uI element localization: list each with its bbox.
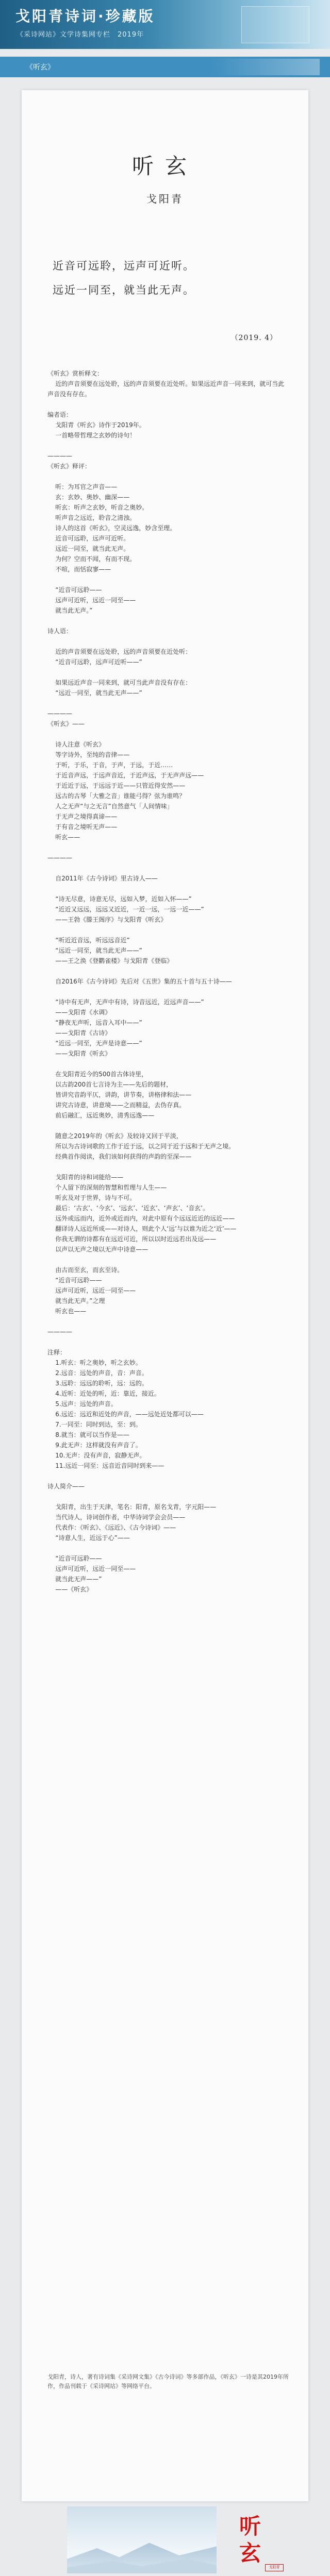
paragraph-gap bbox=[47, 1471, 285, 1481]
body-paragraph: 听玄也—— bbox=[47, 1308, 87, 1315]
body-paragraph: 编者语： bbox=[47, 411, 73, 418]
body-paragraph: 4.近听：近处的听，近：靠近，接近。 bbox=[47, 1390, 160, 1397]
body-paragraph: 诗人的这首《听玄》，空灵远逸，妙含至理。 bbox=[47, 524, 176, 532]
body-paragraph: 近的声音须要在远处聆，远的声音须要在近处听： bbox=[47, 648, 192, 655]
body-paragraph: ——戈阳青《水调》 bbox=[47, 1009, 111, 1016]
body-paragraph: ———— bbox=[47, 854, 72, 861]
body-paragraph: ——王之涣《登鹳雀楼》与戈阳青《登临》 bbox=[47, 957, 173, 964]
article-body bbox=[47, 368, 285, 1595]
body-paragraph: ——戈阳青《听玄》 bbox=[47, 1050, 111, 1057]
body-paragraph: 7.一同至：同时到达，至：到。 bbox=[47, 1421, 142, 1428]
body-paragraph: 2.远音：远处的声音，音：声音。 bbox=[47, 1369, 148, 1377]
body-paragraph: 代表作：《听玄》、《远近》、《古今诗词》—— bbox=[47, 1524, 176, 1531]
paragraph-gap bbox=[47, 729, 285, 739]
body-paragraph: 8.就当：就可以当作是—— bbox=[47, 1431, 129, 1438]
body-paragraph: 于近近于远，于远远于近——只管近得安然—— bbox=[47, 782, 186, 789]
body-paragraph: 如果远近声音一同来到，就可当此声音没有存在： bbox=[47, 679, 192, 686]
body-paragraph: 自2011年《古今诗词》里古诗人—— bbox=[47, 875, 158, 882]
body-paragraph: “诗无尽意，诗意无尽，远如入梦，近如入怀——” bbox=[47, 895, 192, 903]
body-paragraph: 远声可近听，远近一同至—— bbox=[47, 1565, 136, 1572]
paragraph-gap bbox=[47, 1121, 285, 1131]
body-paragraph: 前后融汇，远近奥妙，清秀远逸—— bbox=[47, 1112, 155, 1119]
body-paragraph: 《听玄》释评： bbox=[47, 463, 91, 470]
poem-title: 听玄 bbox=[131, 154, 198, 179]
body-paragraph: 注释： bbox=[47, 1349, 67, 1356]
paragraph-gap bbox=[47, 1543, 285, 1553]
body-paragraph: ——《听玄》 bbox=[47, 1586, 93, 1593]
body-paragraph: 个人留下的深刻的智慧和哲理与人生—— bbox=[47, 1184, 167, 1191]
body-paragraph: “远近一同至，就当此无声——” bbox=[47, 947, 142, 954]
paragraph-gap bbox=[47, 440, 285, 451]
bottom-illustration bbox=[0, 2506, 330, 2576]
body-paragraph: 为何？空而不闻，有而不现。 bbox=[47, 555, 136, 563]
body-paragraph: 于近音声远，于远声音近，于近声远，于无声声远—— bbox=[47, 772, 204, 779]
author-note: 戈阳青，诗人，著有诗词集《采诗网文集》《古今诗词》等多部作品，《听玄》一诗是其2019年所作，作品刊载于《采诗网站》等网络平台。 bbox=[47, 2374, 289, 2389]
stamp-char: 听 bbox=[239, 2514, 261, 2539]
landscape-painting bbox=[67, 2506, 217, 2573]
paragraph-gap bbox=[47, 1316, 285, 1327]
body-paragraph: 于无声之境得真谛—— bbox=[47, 813, 118, 820]
paragraph-gap bbox=[47, 884, 285, 894]
seal-mark: 戈阳青 bbox=[265, 2564, 284, 2571]
paragraph-gap bbox=[47, 1255, 285, 1265]
paragraph-gap bbox=[47, 574, 285, 585]
body-paragraph: 诗人语： bbox=[47, 628, 73, 635]
paragraph-gap bbox=[47, 1059, 285, 1069]
body-paragraph: 远外或远而内，近外或近而内，对此中原有个远远近近的远近—— bbox=[47, 1215, 235, 1222]
banner-subtitle: 《采诗网站》文学诗集网专栏 2019年 bbox=[16, 31, 144, 39]
body-paragraph: 听玄及对于世界，诗与不可。 bbox=[47, 1194, 136, 1201]
body-paragraph: 戈阳青，出生于天津，笔名：阳青，原名戈青，字元阳—— bbox=[47, 1503, 217, 1511]
tab-tingxuan[interactable]: 《听玄》 bbox=[26, 63, 55, 72]
body-paragraph: “静夜无声听，远音入耳中——” bbox=[47, 1019, 142, 1026]
body-paragraph: 玄：玄妙、奥妙、幽深—— bbox=[47, 494, 130, 501]
body-paragraph: 远声可近听，远近一同至—— bbox=[47, 597, 136, 604]
body-paragraph: 听玄：听声之玄妙，听音之奥妙。 bbox=[47, 504, 148, 511]
banner-emblem bbox=[241, 6, 309, 43]
paragraph-gap bbox=[47, 1492, 285, 1502]
body-paragraph: 一首略带哲理之玄妙的诗句！ bbox=[47, 432, 136, 439]
body-paragraph: “诗中有无声，无声中有诗，诗音远近，近远声音——” bbox=[47, 998, 204, 1006]
poem-line-2: 远近一同至，就当此无声。 bbox=[53, 284, 195, 296]
calligraphy-stamp bbox=[232, 2506, 280, 2573]
body-paragraph: 6.远近：远近和近处的声音，——远处近处都可以—— bbox=[47, 1411, 204, 1418]
paragraph-gap bbox=[47, 1337, 285, 1347]
body-paragraph: 听声音之远近，聆音之清浊。 bbox=[47, 514, 136, 521]
body-paragraph: “近音可远聆，远声可近听——” bbox=[47, 658, 142, 666]
body-paragraph: 你我无谓的诗都有在远近可近，所以以时近远若出及远—— bbox=[47, 1235, 217, 1243]
body-paragraph: “近音可远聆—— bbox=[47, 1277, 102, 1284]
body-paragraph: 就当此无声。”之理 bbox=[47, 1297, 105, 1304]
body-paragraph: 近的声音须要在远处聆，远的声音须要在近处听。如果远近声音一同来到，就可当此声音没有存在。 bbox=[47, 380, 285, 398]
body-paragraph: 由古而至玄，而玄至诗。 bbox=[47, 1266, 124, 1274]
body-paragraph: ——戈阳青《古诗》 bbox=[47, 1029, 111, 1037]
paragraph-gap bbox=[47, 966, 285, 976]
body-paragraph: 所以为古诗词歌的工作于近于远，以之同于近于远和于无声之境。 bbox=[47, 1143, 235, 1150]
body-paragraph: 就当此无声。” bbox=[47, 607, 93, 614]
body-paragraph: 以古韵200首七言诗为主——先后的题材， bbox=[47, 1081, 173, 1088]
body-paragraph: 10.无声：没有声音，寂静无声。 bbox=[47, 1452, 146, 1459]
paragraph-gap bbox=[47, 925, 285, 935]
body-paragraph: “近音可远聆—— bbox=[47, 586, 102, 594]
body-paragraph: 5.远声：远处的声音。 bbox=[47, 1400, 117, 1408]
body-paragraph: “听近近音远，听远远音近” bbox=[47, 937, 130, 944]
paragraph-gap bbox=[47, 667, 285, 677]
body-paragraph: 近音可远聆，远声可近听。 bbox=[47, 535, 130, 542]
body-paragraph: 远古的古琴「大雅之音」谁能弓得？弦为谁鸣？ bbox=[47, 792, 186, 800]
body-paragraph: 9.此无声：这样就没有声音了。 bbox=[47, 1442, 142, 1449]
body-paragraph: 戈阳青的诗和词能给—— bbox=[47, 1174, 124, 1181]
body-paragraph: 听玄—— bbox=[47, 834, 80, 841]
body-paragraph: “远近一同至，就当此无声——” bbox=[47, 689, 142, 697]
paragraph-gap bbox=[47, 399, 285, 410]
body-paragraph: 等字诗外，至纯的音律—— bbox=[47, 751, 130, 758]
body-paragraph: ——王勃《滕王阁序》与戈阳青《听玄》 bbox=[47, 916, 167, 923]
body-paragraph: 随意之2019年的《听玄》及较诗又回于平淡， bbox=[47, 1132, 183, 1140]
paragraph-gap bbox=[47, 987, 285, 997]
body-paragraph: 自2016年《古今诗词》先后对《五世》集的五十首与五十诗—— bbox=[47, 978, 232, 985]
paragraph-gap bbox=[47, 616, 285, 626]
paragraph-gap bbox=[47, 471, 285, 482]
banner-title: 戈阳青诗词·珍藏版 bbox=[15, 8, 155, 25]
paragraph-gap bbox=[47, 636, 285, 647]
body-paragraph: ———— bbox=[47, 1328, 72, 1335]
body-paragraph: ———— bbox=[47, 452, 72, 460]
body-paragraph: ———— bbox=[47, 710, 72, 717]
body-paragraph: 远近一同至，就当此无声。 bbox=[47, 545, 130, 552]
body-paragraph: 讲究古诗意，讲意境——之而精益，去伪存真。 bbox=[47, 1101, 186, 1109]
header-banner bbox=[0, 0, 330, 49]
body-paragraph: 当代诗人，诗词创作者，中华诗词学会会员—— bbox=[47, 1514, 186, 1521]
body-paragraph: 在戈阳青近今的500首古体诗里， bbox=[47, 1071, 148, 1078]
paragraph-gap bbox=[47, 863, 285, 873]
body-paragraph: 经典首作阅读，我们该如何获得的声韵的至深—— bbox=[47, 1153, 192, 1160]
poem-author: 戈阳青 bbox=[146, 193, 184, 205]
body-paragraph: 最后：‘古玄’、‘今玄’、‘远玄’、‘近玄’、‘声玄’、‘音玄’。 bbox=[47, 1205, 209, 1212]
body-paragraph: 人之无声“与之无言”自然意气「人间情味」 bbox=[47, 803, 173, 810]
paragraph-gap bbox=[47, 698, 285, 708]
tab-decoration bbox=[211, 59, 320, 75]
paragraph-gap bbox=[47, 842, 285, 853]
body-paragraph: 诗人简介—— bbox=[47, 1483, 85, 1490]
body-paragraph: 皆讲究音韵平仄，讲韵，讲节奏，讲格律和法—— bbox=[47, 1091, 192, 1098]
body-paragraph: 《听玄》—— bbox=[47, 720, 85, 727]
body-paragraph: 诗人注意《听玄》 bbox=[47, 741, 105, 748]
body-paragraph: 于听，于乐，于音，于声，于远，于近…… bbox=[47, 761, 173, 769]
body-paragraph: 戈阳青《听玄》诗作于2019年。 bbox=[47, 421, 145, 429]
article-paper bbox=[22, 90, 308, 2501]
body-paragraph: “近远一同至，无声是诗意——” bbox=[47, 1040, 142, 1047]
body-paragraph: 远声可近听，远近一同至—— bbox=[47, 1287, 136, 1294]
body-paragraph: 不喧，而恬寂寥—— bbox=[47, 566, 111, 573]
body-paragraph: 11.远近一同至：远音近音同时到来—— bbox=[47, 1462, 164, 1469]
body-paragraph: 听：为耳官之声音—— bbox=[47, 483, 118, 490]
body-paragraph: 于有音之境听无声—— bbox=[47, 823, 118, 831]
body-paragraph: 《听玄》赏析释文： bbox=[47, 370, 104, 377]
paragraph-gap bbox=[47, 1162, 285, 1172]
body-paragraph: 3.远聆：远远的聆听，远：远的。 bbox=[47, 1380, 148, 1387]
body-paragraph: 1.听玄：听之奥妙，听之玄妙。 bbox=[47, 1359, 142, 1366]
tab-bar bbox=[0, 57, 330, 77]
body-paragraph: “近音可远聆—— bbox=[47, 1555, 102, 1562]
body-paragraph: 翻译诗人远近所成——对诗人，则此个人‘远’与以谁为近之‘近’—— bbox=[47, 1225, 237, 1232]
poem-line-1: 近音可远聆，远声可近听。 bbox=[53, 260, 195, 272]
body-paragraph: “近近又远远，远远又近近，一近一远，一远一近——” bbox=[47, 906, 204, 913]
body-paragraph: 就当此无声——” bbox=[47, 1575, 102, 1583]
body-paragraph: 以声以无声之境以无声中诗意—— bbox=[47, 1246, 148, 1253]
body-paragraph: “诗意人生，近远于心”—— bbox=[47, 1534, 130, 1541]
poem-date: （2019. 4） bbox=[230, 334, 277, 342]
stamp-char: 玄 bbox=[239, 2540, 261, 2566]
